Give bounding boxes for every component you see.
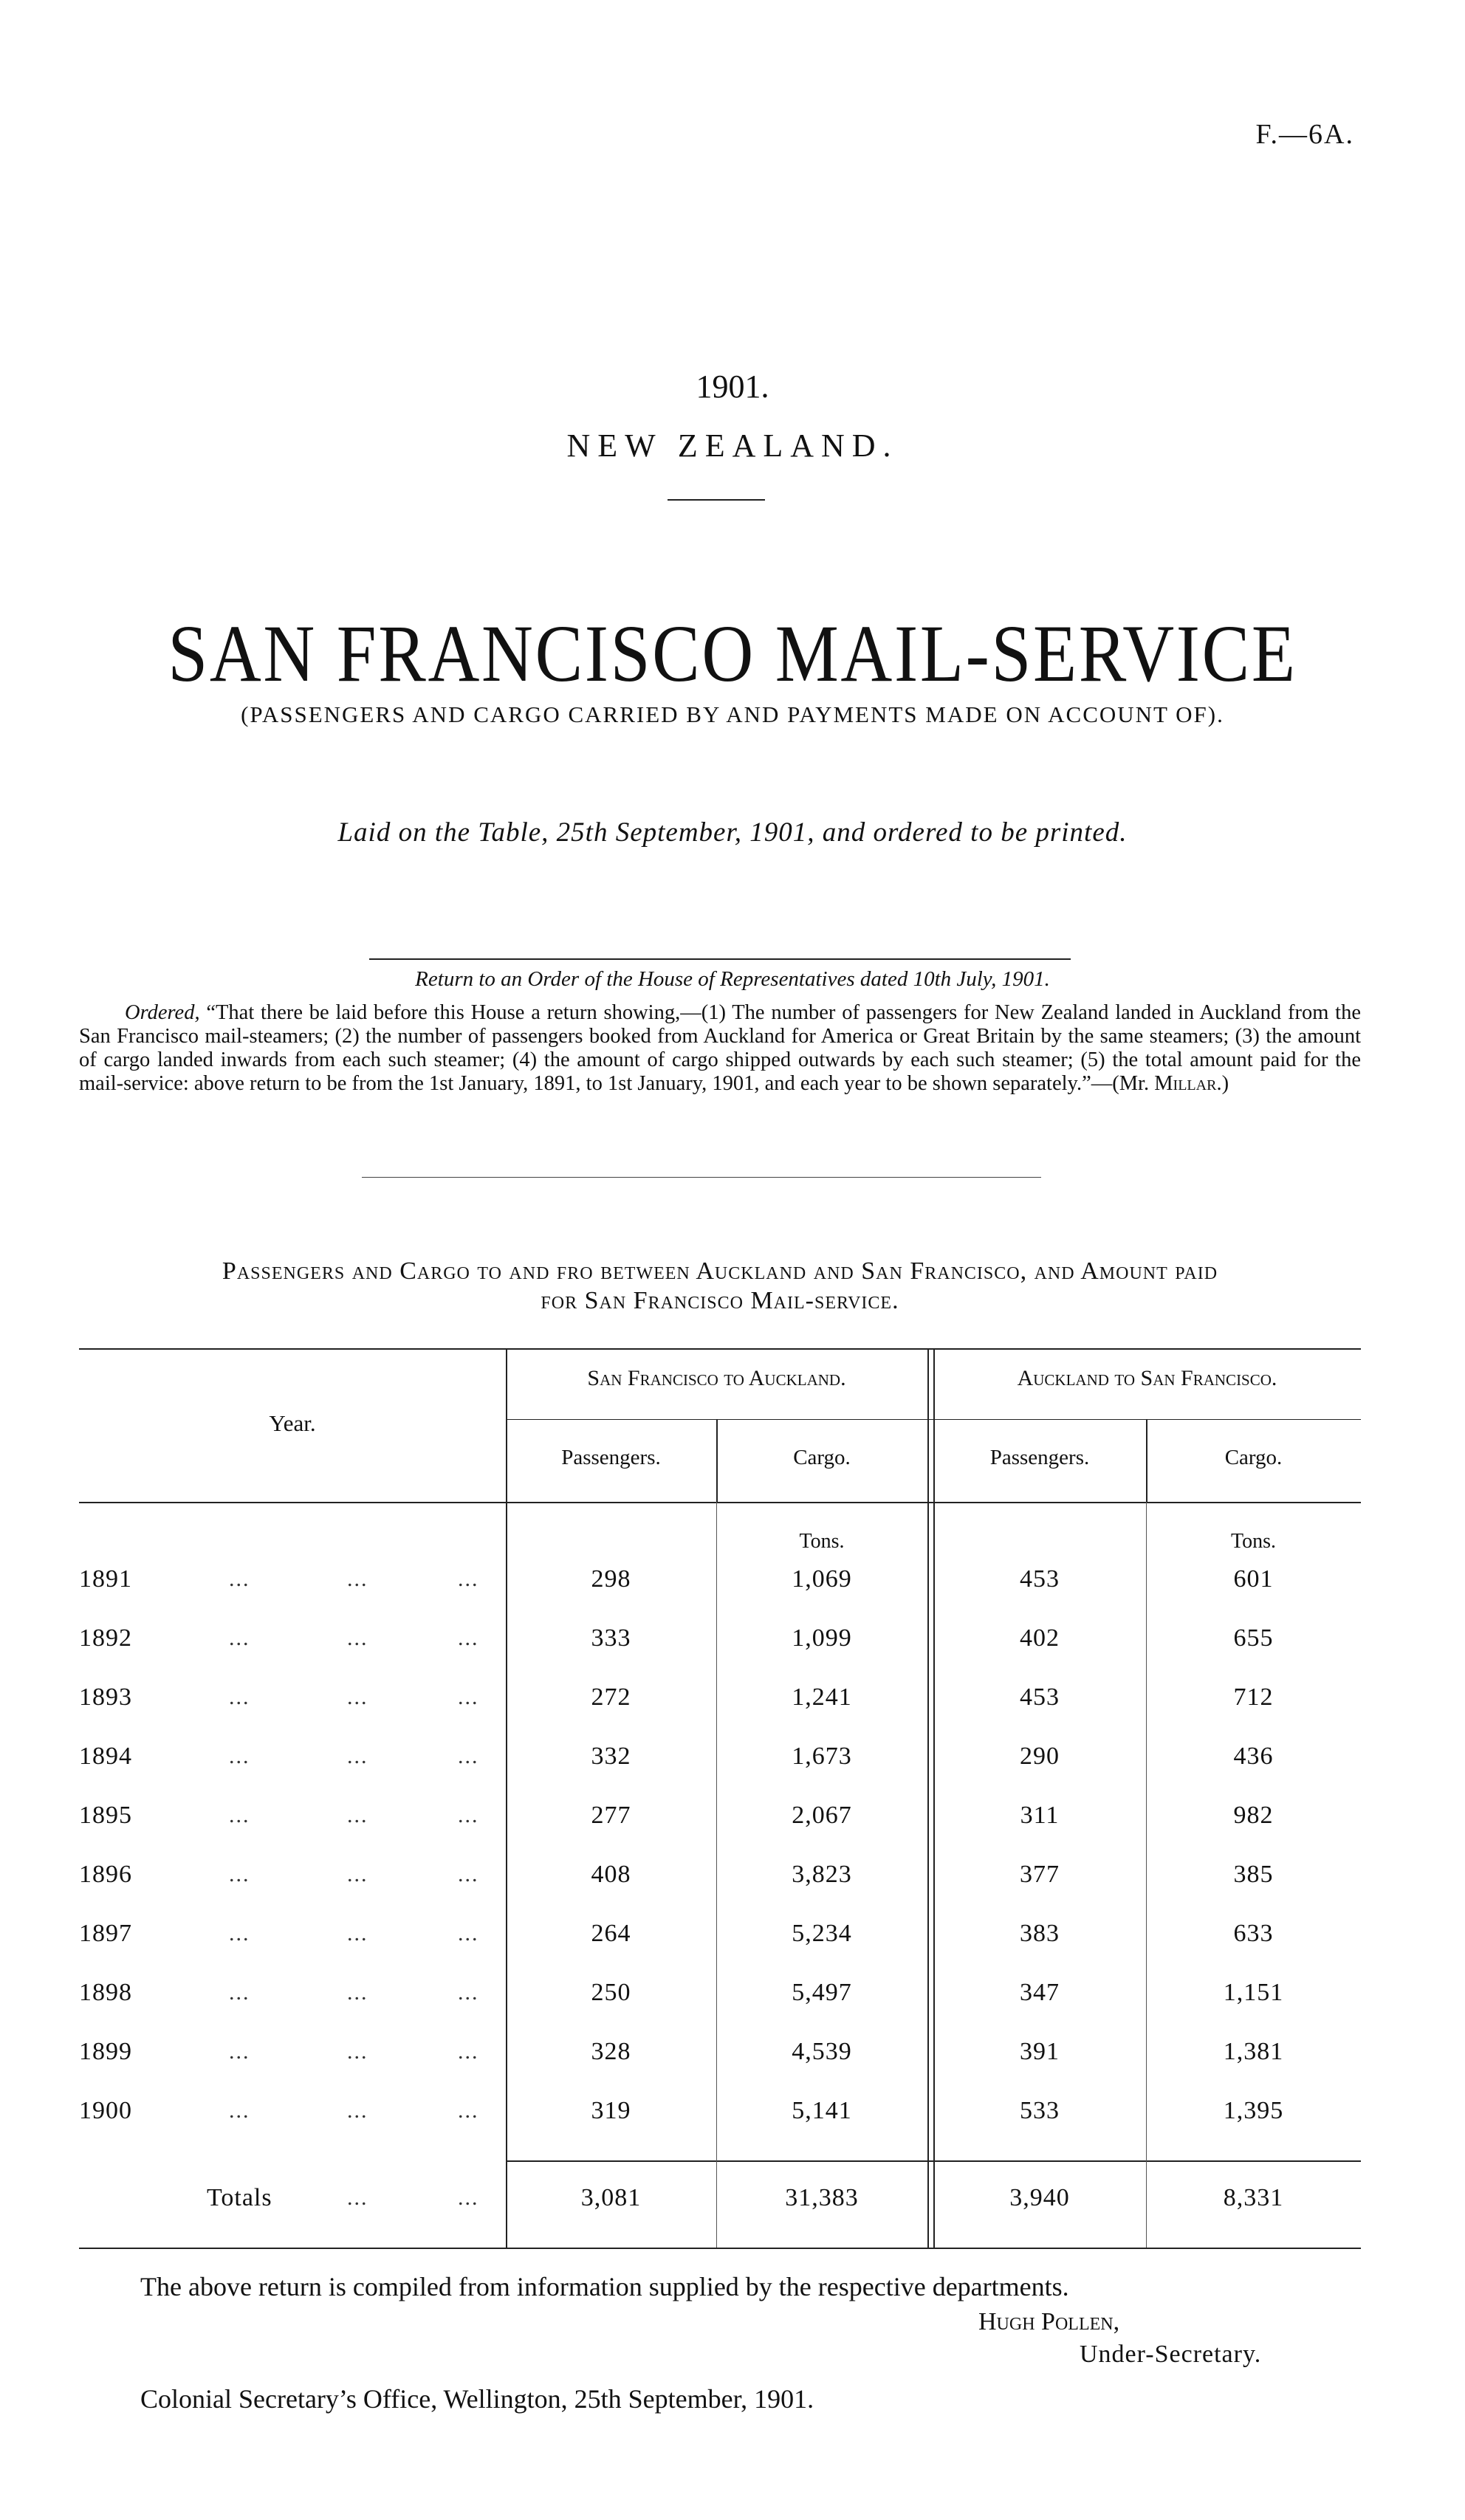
sf-cargo-header: Cargo. <box>793 1446 851 1469</box>
cell-ak-passengers: 533 <box>1020 2097 1060 2124</box>
office-line: Colonial Secretary’s Office, Wellington, 25th September, 1901. <box>140 2384 814 2414</box>
footer-note: The above return is compiled from information supplied by the respective departments. <box>140 2272 1069 2301</box>
cell-sf-cargo: 3,823 <box>792 1861 852 1888</box>
leader-dots-3: ... <box>458 1685 479 1709</box>
row-year: 1896 <box>79 1861 132 1888</box>
cell-ak-cargo: 385 <box>1233 1861 1274 1888</box>
group-header-auckland-to-sf: Auckland to San Francisco. <box>1017 1366 1277 1390</box>
leader-dots-1: ... <box>229 1685 250 1709</box>
sf-passengers-header: Passengers. <box>561 1446 661 1469</box>
table-title-line-2: for San Francisco Mail-service. <box>541 1287 899 1314</box>
divider-groups-a <box>927 1348 929 2248</box>
cell-ak-cargo: 1,381 <box>1223 2038 1284 2065</box>
cell-sf-passengers: 319 <box>591 2097 631 2124</box>
totals-sf-cargo: 31,383 <box>785 2184 859 2211</box>
subtitle: (PASSENGERS AND CARGO CARRIED BY AND PAYMENTS MADE ON ACCOUNT OF). <box>241 701 1224 727</box>
cell-sf-passengers: 250 <box>591 1979 631 2006</box>
leader-dots-2: ... <box>347 1685 368 1709</box>
country-heading: NEW ZEALAND. <box>566 428 899 464</box>
order-mover: Millar <box>1154 1072 1217 1095</box>
order-closing: .) <box>1216 1072 1229 1095</box>
cell-sf-cargo: 1,099 <box>792 1624 852 1652</box>
row-year: 1893 <box>79 1683 132 1711</box>
leader-dots-1: ... <box>229 2098 250 2123</box>
cell-sf-cargo: 1,069 <box>792 1565 852 1593</box>
cell-sf-passengers: 298 <box>591 1565 631 1593</box>
leader-dots-3: ... <box>458 2039 479 2064</box>
totals-sf-passengers: 3,081 <box>580 2184 642 2211</box>
leader-dots-3: ... <box>458 1980 479 2005</box>
row-year: 1898 <box>79 1979 132 2006</box>
totals-dots-2: ... <box>458 2186 479 2210</box>
ak-passengers-header: Passengers. <box>989 1446 1090 1469</box>
leader-dots-2: ... <box>347 1567 368 1591</box>
cell-sf-cargo: 5,234 <box>792 1920 852 1947</box>
row-year: 1895 <box>79 1802 132 1829</box>
cell-sf-passengers: 264 <box>591 1920 631 1947</box>
order-title: Return to an Order of the House of Representatives dated 10th July, 1901. <box>415 967 1050 991</box>
order-body: “That there be laid before this House a return showing,—(1) The number of passengers for New Zealand landed in Auckland from the San Francisco mail-steamers; (2) the number of passengers booked from Auckland for America or Great Britain by the same steamers; (3) the amount of cargo landed inwards from each such steamer; (4) the amount of cargo shipped outwards by each such steamer; (5) the total amount paid for the mail-service: above return to be from the 1st January, 1891, to 1st January, 1901, and each year to be shown separately.”—(Mr. <box>79 1001 1361 1095</box>
group-header-sf-to-auckland: San Francisco to Auckland. <box>587 1366 846 1390</box>
leader-dots-2: ... <box>347 1626 368 1650</box>
totals-dots-1: ... <box>347 2186 368 2210</box>
totals-ak-cargo: 8,331 <box>1223 2184 1284 2211</box>
leader-dots-1: ... <box>229 2039 250 2064</box>
cell-ak-cargo: 436 <box>1233 1743 1274 1770</box>
table-title <box>79 1257 1361 1316</box>
divider-bottom <box>362 1177 1041 1178</box>
cell-ak-passengers: 453 <box>1020 1683 1060 1711</box>
cell-sf-cargo: 5,497 <box>792 1979 852 2006</box>
document-reference: F.—6A. <box>1255 119 1354 150</box>
cell-sf-passengers: 332 <box>591 1743 631 1770</box>
cell-ak-cargo: 1,395 <box>1223 2097 1284 2124</box>
cell-sf-cargo: 1,241 <box>792 1683 852 1711</box>
leader-dots-3: ... <box>458 1567 479 1591</box>
sf-cargo-unit: Tons. <box>799 1530 845 1553</box>
cell-ak-cargo: 1,151 <box>1223 1979 1284 2006</box>
cell-sf-passengers: 328 <box>591 2038 631 2065</box>
leader-dots-1: ... <box>229 1862 250 1886</box>
leader-dots-2: ... <box>347 2098 368 2123</box>
row-year: 1897 <box>79 1920 132 1947</box>
leader-dots-1: ... <box>229 1803 250 1827</box>
leader-dots-2: ... <box>347 1862 368 1886</box>
leader-dots-2: ... <box>347 1803 368 1827</box>
row-year: 1891 <box>79 1565 132 1593</box>
cell-ak-cargo: 712 <box>1233 1683 1274 1711</box>
order-text <box>79 1001 1361 1096</box>
leader-dots-1: ... <box>229 1921 250 1946</box>
cell-ak-cargo: 655 <box>1233 1624 1274 1652</box>
row-year: 1894 <box>79 1743 132 1770</box>
cell-ak-passengers: 453 <box>1020 1565 1060 1593</box>
leader-dots-2: ... <box>347 1921 368 1946</box>
table-top-rule <box>79 1348 1361 1350</box>
header-bottom-rule <box>79 1502 1361 1503</box>
cell-sf-cargo: 4,539 <box>792 2038 852 2065</box>
signer-title: Under-Secretary. <box>1080 2341 1262 2368</box>
ak-cargo-header: Cargo. <box>1224 1446 1283 1469</box>
cell-sf-passengers: 272 <box>591 1683 631 1711</box>
ordered-word: Ordered, <box>125 1001 200 1024</box>
signer-name: Hugh Pollen, <box>978 2308 1120 2335</box>
cell-ak-cargo: 601 <box>1233 1565 1274 1593</box>
leader-dots-1: ... <box>229 1626 250 1650</box>
leader-dots-1: ... <box>229 1980 250 2005</box>
cell-sf-passengers: 277 <box>591 1802 631 1829</box>
table-title-line-1: Passengers and Cargo to and fro between Auckland and San Francisco, and Amount paid <box>222 1257 1218 1285</box>
leader-dots-1: ... <box>229 1567 250 1591</box>
cell-ak-passengers: 347 <box>1020 1979 1060 2006</box>
year-header: Year. <box>269 1410 316 1436</box>
year-heading: 1901. <box>696 368 769 405</box>
leader-dots-3: ... <box>458 1626 479 1650</box>
leader-dots-2: ... <box>347 1744 368 1768</box>
laid-on-table-line: Laid on the Table, 25th September, 1901, and ordered to be printed. <box>337 817 1128 848</box>
leader-dots-1: ... <box>229 1744 250 1768</box>
totals-label: Totals <box>207 2184 272 2211</box>
cell-ak-passengers: 391 <box>1020 2038 1060 2065</box>
cell-ak-cargo: 982 <box>1233 1802 1274 1829</box>
cell-sf-passengers: 408 <box>591 1861 631 1888</box>
main-title: SAN FRANCISCO MAIL-SERVICE <box>168 608 1297 698</box>
row-year: 1900 <box>79 2097 132 2124</box>
cell-ak-cargo: 633 <box>1233 1920 1274 1947</box>
cell-sf-cargo: 1,673 <box>792 1743 852 1770</box>
leader-dots-2: ... <box>347 2039 368 2064</box>
cell-ak-passengers: 311 <box>1020 1802 1060 1829</box>
totals-ak-passengers: 3,940 <box>1009 2184 1070 2211</box>
row-year: 1892 <box>79 1624 132 1652</box>
leader-dots-3: ... <box>458 1921 479 1946</box>
cell-sf-cargo: 5,141 <box>792 2097 852 2124</box>
leader-dots-3: ... <box>458 1744 479 1768</box>
cell-sf-cargo: 2,067 <box>792 1802 852 1829</box>
short-divider <box>668 499 765 501</box>
row-year: 1899 <box>79 2038 132 2065</box>
cell-ak-passengers: 402 <box>1020 1624 1060 1652</box>
cell-ak-passengers: 377 <box>1020 1861 1060 1888</box>
divider-top <box>369 958 1071 960</box>
leader-dots-3: ... <box>458 1803 479 1827</box>
leader-dots-2: ... <box>347 1980 368 2005</box>
cell-sf-passengers: 333 <box>591 1624 631 1652</box>
leader-dots-3: ... <box>458 1862 479 1886</box>
table-bottom-rule <box>79 2248 1361 2249</box>
cell-ak-passengers: 383 <box>1020 1920 1060 1947</box>
leader-dots-3: ... <box>458 2098 479 2123</box>
cell-ak-passengers: 290 <box>1020 1743 1060 1770</box>
ak-cargo-unit: Tons. <box>1230 1530 1277 1553</box>
